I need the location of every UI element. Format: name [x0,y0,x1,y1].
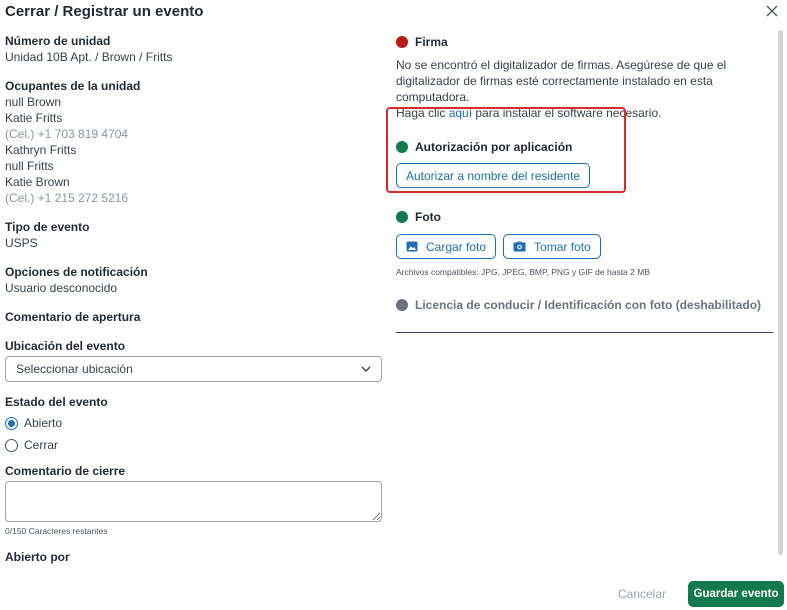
occupant-line: Katie Fritts [5,111,63,125]
notification-value: Usuario desconocido [5,281,118,295]
occupant-line: Kathryn Fritts [5,143,77,157]
radio-open[interactable] [5,417,18,430]
left-column [5,33,385,565]
location-label: Ubicación del evento [5,339,126,353]
location-select[interactable] [5,356,382,382]
event-type-label: Tipo de evento [5,220,90,234]
photo-status-dot [396,211,408,223]
unit-label: Número de unidad [5,34,111,48]
take-photo-button[interactable] [503,234,601,259]
occupant-line: null Brown [5,95,62,109]
closing-comment-textarea[interactable] [5,481,382,522]
radio-open-label: Abierto [24,416,63,430]
status-option-close[interactable] [5,434,385,456]
highlight-box [386,107,626,193]
take-photo-label: Tomar foto [534,239,591,254]
license-status-dot [396,299,408,311]
camera-icon [513,241,526,252]
signature-message: No se encontró el digitalizador de firmas. Asegúrese de que el digitalizador de firmas esté correctamente instalado en esta computadora. [396,58,727,104]
occupants-label: Ocupantes de la unidad [5,79,141,93]
modal-title: Cerrar / Registrar un evento [5,3,204,20]
compatible-files-note: Archivos compatibles: JPG, JPEG, BMP, PNG y GIF de hasta 2 MB [396,267,650,277]
closing-comment-label: Comentario de cierre [5,464,126,478]
license-header [396,296,773,314]
occupant-phone: (Cel.) +1 703 819 4704 [5,127,129,141]
chevron-down-icon [361,366,371,372]
save-event-button[interactable]: Guardar evento [688,581,784,607]
occupant-phone: (Cel.) +1 215 272 5216 [5,191,129,205]
opening-comment-label: Comentario de apertura [5,310,141,324]
cancel-button[interactable]: Cancelar [617,586,667,601]
upload-photo-button[interactable] [396,234,496,259]
authorize-resident-button[interactable]: Autorizar a nombre del residente [396,163,590,188]
opened-by-label: Abierto por [5,550,70,564]
right-column [396,33,773,333]
upload-photo-label: Cargar foto [426,239,487,254]
notification-label: Opciones de notificación [5,265,148,279]
closing-comment-counter: 0/150 Caracteres restantes [5,526,108,536]
event-type-value: USPS [5,236,38,250]
radio-close[interactable] [5,439,18,452]
signature-status-dot [396,36,408,48]
scrollbar[interactable] [778,30,783,555]
location-placeholder: Seleccionar ubicación [16,362,133,376]
event-status-label: Estado del evento [5,395,108,409]
signature-hint-after: para instalar el software necesario. [472,106,662,120]
occupant-line: null Fritts [5,159,54,173]
install-link[interactable]: aquí [448,106,473,120]
license-label: Licencia de conducir / Identificación con foto (deshabilitado) [415,298,762,312]
close-button[interactable] [763,2,781,20]
radio-close-label: Cerrar [24,438,59,452]
status-option-open[interactable] [5,412,385,434]
photo-actions [396,234,773,259]
signature-hint-before: Haga clic [396,106,449,120]
divider [396,332,773,333]
close-icon[interactable] [766,5,778,17]
app-authorization-label: Autorización por aplicación [415,140,573,154]
photo-label: Foto [415,210,441,224]
image-icon [406,241,418,252]
occupant-line: Katie Brown [5,175,70,189]
photo-header [396,208,773,226]
signature-header [396,33,773,51]
signature-label: Firma [415,35,448,49]
unit-value: Unidad 10B Apt. / Brown / Fritts [5,50,173,64]
